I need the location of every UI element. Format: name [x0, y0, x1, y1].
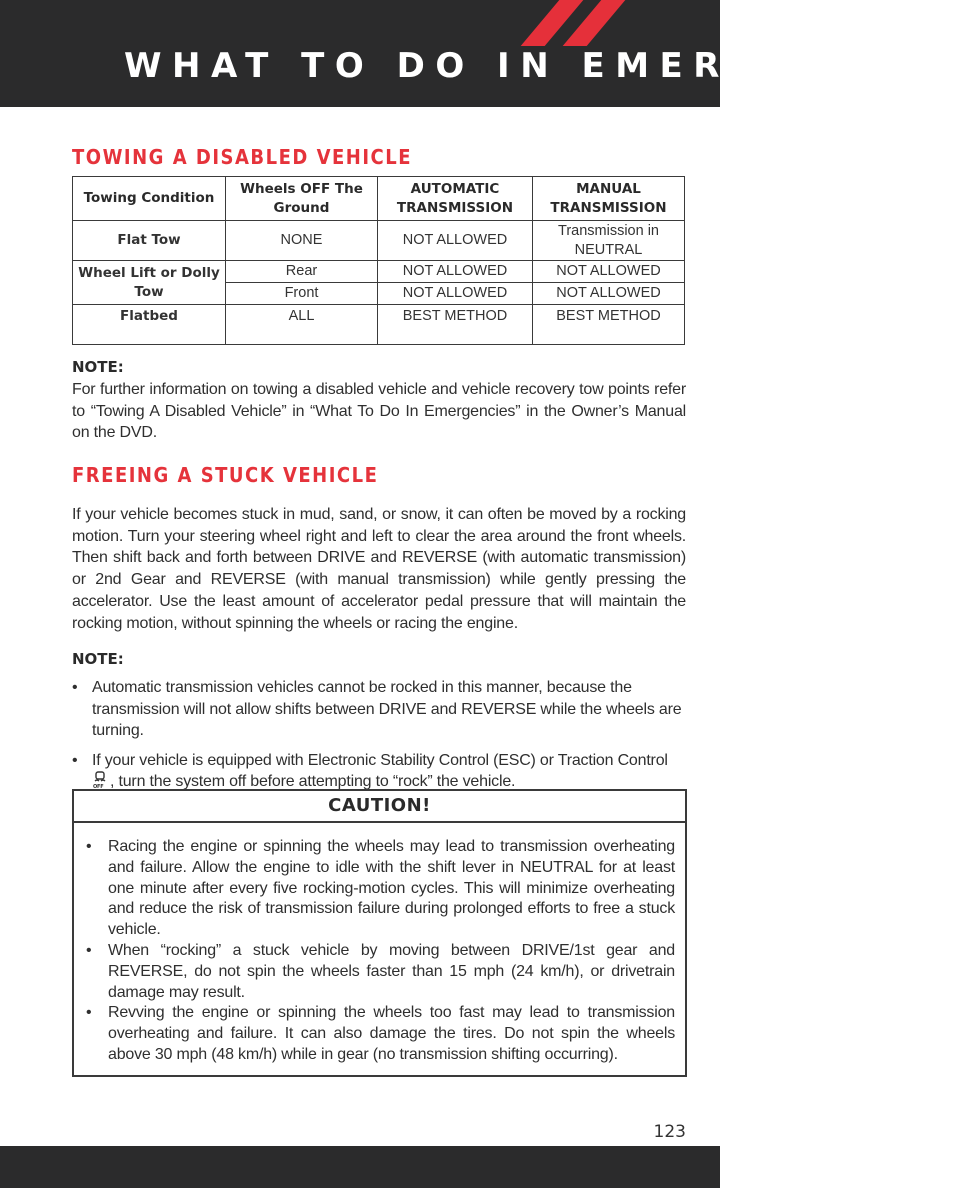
list-item: • When “rocking” a stuck vehicle by moving between DRIVE/1st gear and REVERSE, do not spin the wheels faster than 15 mph (24 km/h), or drivetrain damage may result.	[86, 941, 675, 1003]
table-row	[73, 305, 685, 345]
table-row	[73, 221, 685, 261]
table-cell: Flat Tow	[73, 221, 226, 261]
column-header: Towing Condition	[73, 177, 226, 221]
note-label: NOTE:	[72, 650, 124, 668]
list-item: • Revving the engine or spinning the wheels too fast may lead to transmission overheating and failure. It can also damage the tires. Do not spin the wheels above 30 mph (48 km/h) while in gear (no transmission shifting occurring).	[86, 1003, 675, 1065]
table-cell: NOT ALLOWED	[533, 283, 685, 305]
table-cell: NOT ALLOWED	[378, 283, 533, 305]
bullet-text: If your vehicle is equipped with Electronic Stability Control (ESC) or Traction Control	[92, 751, 668, 769]
table-cell: Rear	[226, 261, 378, 283]
caution-box	[72, 789, 687, 1077]
table-cell: Front	[226, 283, 378, 305]
column-header: AUTOMATIC TRANSMISSION	[378, 177, 533, 221]
towing-section-title: TOWING A DISABLED VEHICLE	[72, 145, 412, 169]
list-item: • Racing the engine or spinning the wheels may lead to transmission overheating and failure. Allow the engine to idle with the shift lever in NEUTRAL for at least one minute after every five rocking-motion cycles. This will minimize overheating and reduce the risk of transmission failure during prolonged efforts to free a stuck vehicle.	[86, 837, 675, 941]
table-row	[73, 261, 685, 283]
list-item	[72, 677, 686, 742]
table-cell: BEST METHOD	[378, 305, 533, 345]
caution-list	[74, 823, 685, 1066]
table-header-row	[73, 177, 685, 221]
note-label: NOTE:	[72, 358, 124, 376]
caution-heading: CAUTION!	[74, 791, 685, 823]
page-number: 123	[653, 1122, 686, 1142]
table-cell: Transmission in NEUTRAL	[533, 221, 685, 261]
page-footer	[0, 1146, 720, 1188]
page-header	[0, 0, 968, 107]
note-bullet-list	[72, 677, 686, 801]
list-item	[72, 750, 686, 793]
column-header: Wheels OFF The Ground	[226, 177, 378, 221]
bullet-text: Automatic transmission vehicles cannot be rocked in this manner, because the transmission will not allow shifts between DRIVE and REVERSE while the wheels are turning.	[92, 679, 682, 739]
table-cell: Wheel Lift or Dolly Tow	[73, 261, 226, 305]
freeing-section-title: FREEING A STUCK VEHICLE	[72, 463, 379, 487]
table-cell: NOT ALLOWED	[533, 261, 685, 283]
chapter-title: WHAT TO DO IN EMERGENCIES	[124, 46, 968, 86]
bullet-text: , turn the system off before attempting to “rock” the vehicle.	[110, 773, 516, 790]
table-cell: ALL	[226, 305, 378, 345]
column-header: MANUAL TRANSMISSION	[533, 177, 685, 221]
table-cell: NONE	[226, 221, 378, 261]
table-cell: Flatbed	[73, 305, 226, 345]
towing-table	[72, 176, 685, 345]
table-cell: NOT ALLOWED	[378, 261, 533, 283]
esc-off-icon	[92, 771, 108, 789]
freeing-paragraph: If your vehicle becomes stuck in mud, sand, or snow, it can often be moved by a rocking motion. Turn your steering wheel right and left to clear the area around the front wheels. Then shift back and forth between DRIVE and REVERSE (with automatic transmission) or 2nd Gear and REVERSE (with manual transmission) while gently pressing the accelerator. Use the least amount of accelerator pedal pressure that will maintain the rocking motion, without spinning the wheels or racing the engine.	[72, 506, 686, 632]
table-cell: NOT ALLOWED	[378, 221, 533, 261]
towing-note-text: For further information on towing a disabled vehicle and vehicle recovery tow points refer to “Towing A Disabled Vehicle” in “What To Do In Emergencies” in the Owner’s Manual on the DVD.	[72, 381, 686, 442]
table-cell: BEST METHOD	[533, 305, 685, 345]
svg-text:OFF: OFF	[93, 784, 104, 790]
